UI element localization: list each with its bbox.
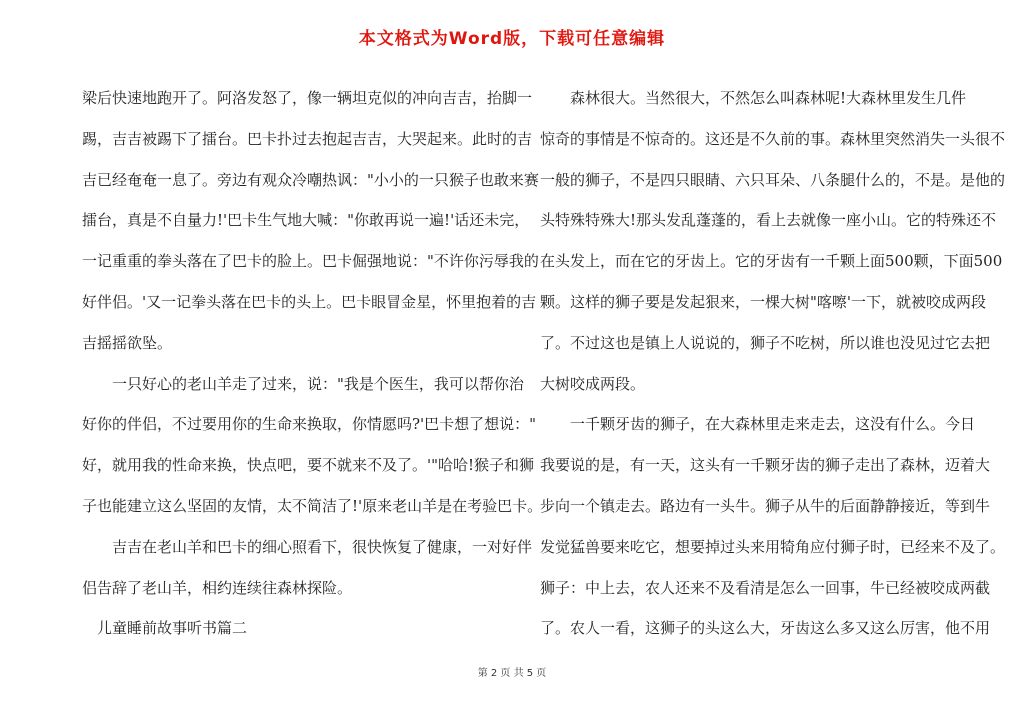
text-line: 擂台，真是不自量力!'巴卡生气地大喊："你敢再说一遍!'话还未完， [82,211,530,230]
text-line: 一只好心的老山羊走了过来，说："我是个医生，我可以帮你治 [82,374,524,393]
section-heading: 儿童睡前故事听书篇二 [82,619,248,638]
right-text-column [540,78,1006,649]
text-line: 颗。这样的狮子要是发起狠来，一棵大树"喀嚓'一下，就被咬成两段 [540,292,987,311]
text-line: 一记重重的拳头落在了巴卡的脸上。巴卡倔强地说："不许你污辱我的 [82,252,539,271]
text-line: 好你的伴侣，不过要用你的生命来换取，你情愿吗?'巴卡想了想说：" [82,415,537,434]
page-number-footer: 第 2 页 共 5 页 [477,668,547,679]
text-line: 吉吉在老山羊和巴卡的细心照看下，很快恢复了健康，一对好伴 [82,537,533,556]
text-line: 狮子：中上去，农人还来不及看清是怎么一回事，牛已经被咬成两截 [540,578,991,597]
text-line: 吉摇摇欲坠。 [82,333,173,352]
text-line: 头特殊特殊大!那头发乱蓬蓬的，看上去就像一座小山。它的特殊还不 [540,211,997,230]
text-line: 森林很大。当然很大，不然怎么叫森林呢!大森林里发生几件 [540,89,967,107]
text-line: 步向一个镇走去。路边有一头牛。狮子从牛的后面静静接近，等到牛 [540,496,991,515]
text-line: 踢，吉吉被踢下了擂台。巴卡扑过去抱起吉吉，大哭起来。此时的吉 [82,129,533,148]
left-text-column [82,78,543,649]
document-header-banner: 本文格式为Word版，下载可任意编辑 [358,29,666,49]
text-line: 了。不过这也是镇上人说说的，狮子不吃树，所以谁也没见过它去把 [540,333,991,352]
text-line: 大树咬成两段。 [540,374,646,393]
text-line: 了。农人一看，这狮子的头这么大，牙齿这么多又这么厉害，他不用 [540,619,991,638]
text-line: 一般的狮子，不是四只眼睛、六只耳朵、八条腿什么的，不是。是他的 [540,170,1006,189]
text-line: 在头发上，而在它的牙齿上。它的牙齿有一千颗上面500颗，下面500 [540,252,1003,271]
text-line: 发觉猛兽要来吃它，想要掉过头来用犄角应付狮子时，已经来不及了。 [540,537,1006,556]
text-line: 我要说的是，有一天，这头有一千颗牙齿的狮子走出了森林，迈着大 [540,456,991,475]
text-line: 惊奇的事情是不惊奇的。这还是不久前的事。森林里突然消失一头很不 [540,129,1006,148]
text-line: 一千颗牙齿的狮子，在大森林里走来走去，这没有什么。今日 [540,415,976,434]
text-line: 子也能建立这么坚固的友情，太不简洁了!'原来老山羊是在考验巴卡。 [82,496,543,515]
text-line: 好伴侣。'又一记拳头落在巴卡的头上。巴卡眼冒金星，怀里抱着的吉 [82,292,537,311]
text-line: 吉已经奄奄一息了。旁边有观众冷嘲热讽："小小的一只猴子也敢来赛 [82,170,539,189]
text-line: 好，就用我的性命来换，快点吧，要不就来不及了。'"哈哈!猴子和狮 [82,456,535,475]
text-line: 侣告辞了老山羊，相约连续往森林探险。 [82,578,353,597]
text-line: 梁后快速地跑开了。阿洛发怒了，像一辆坦克似的冲向吉吉，抬脚一 [82,89,533,107]
